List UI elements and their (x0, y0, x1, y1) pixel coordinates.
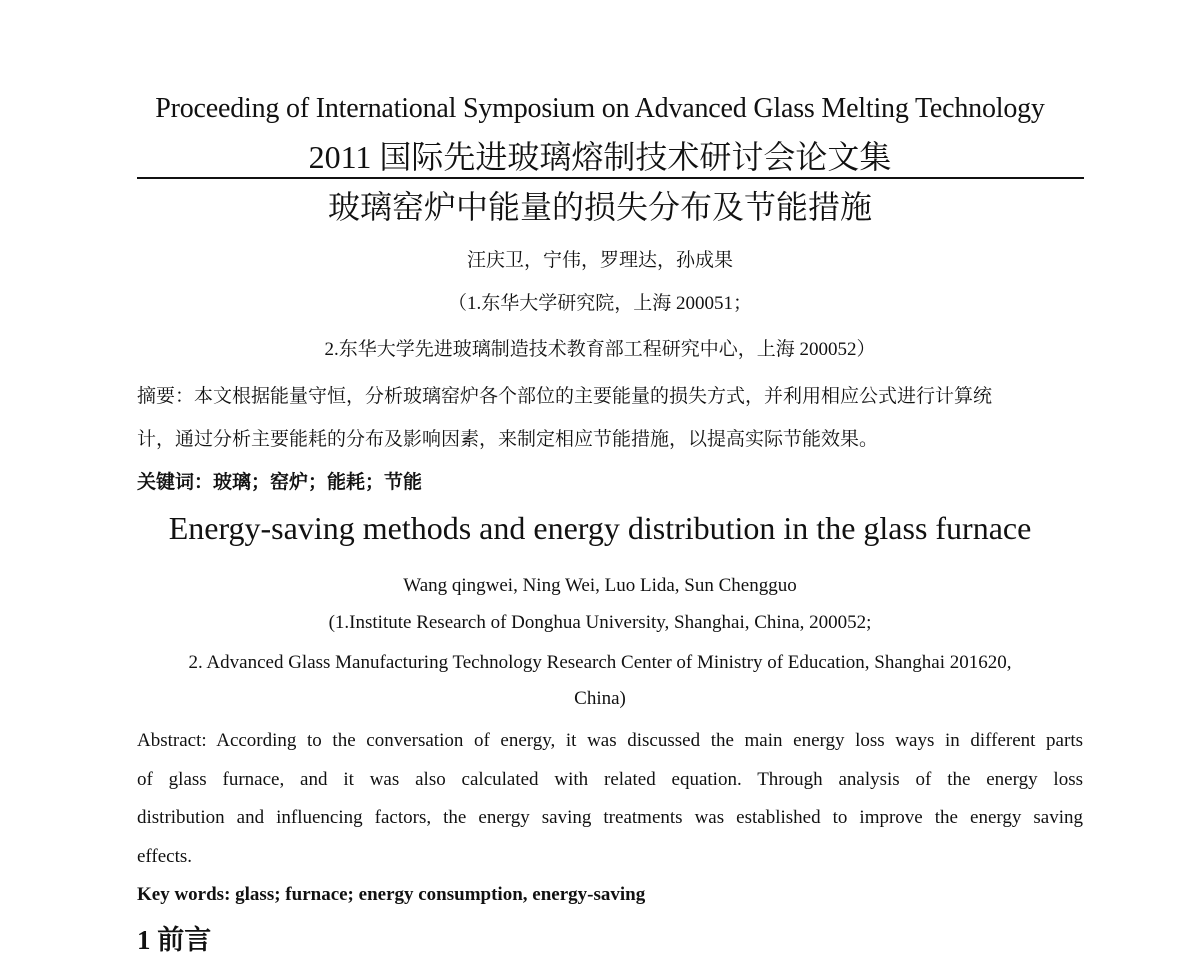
abstract-en-line: Abstract: According to the conversation of energy, it was discussed the main energy loss ways in different parts (137, 730, 1083, 751)
abstract-en-line: of glass furnace, and it was also calculated with related equation. Through analysis of the energy loss (137, 768, 1083, 790)
abstract-en (137, 722, 1083, 876)
authors-en: Wang qingwei, Ning Wei, Luo Lida, Sun Chengguo (403, 575, 797, 596)
keywords-cn: 关键词：玻璃；窑炉；能耗；节能 (137, 472, 423, 493)
abstract-cn-line: 计，通过分析主要能耗的分布及影响因素，来制定相应节能措施，以提高实际节能效果。 (137, 429, 879, 450)
header-divider (137, 177, 1084, 179)
abstract-en-line: distribution and influencing factors, the energy saving treatments was established to improve the energy saving (137, 807, 1083, 828)
abstract-cn-line: 摘要：本文根据能量守恒，分析玻璃窑炉各个部位的主要能量的损失方式，并利用相应公式进行计算统 (137, 386, 993, 407)
proceeding-title-en: Proceeding of International Symposium on Advanced Glass Melting Technology (155, 93, 1045, 124)
proceeding-title-cn: 2011 国际先进玻璃熔制技术研讨会论文集 (308, 139, 892, 175)
authors-cn: 汪庆卫，宁伟，罗理达，孙成果 (466, 250, 733, 271)
abstract-cn (137, 375, 1083, 461)
affiliation-en-1: (1.Institute Research of Donghua University, Shanghai, China, 200052; (328, 612, 872, 633)
abstract-en-line: effects. (137, 845, 193, 867)
section-heading: 1 前言 (137, 925, 212, 955)
paper-title-en: Energy-saving methods and energy distribution in the glass furnace (168, 510, 1032, 546)
affiliation-en-2: 2. Advanced Glass Manufacturing Technology Research Center of Ministry of Education, Shanghai 201620, (188, 652, 1012, 673)
keywords-en: Key words: glass; furnace; energy consumption, energy-saving (137, 884, 646, 905)
affiliation-cn-2: 2.东华大学先进玻璃制造技术教育部工程研究中心，上海 200052） (324, 339, 876, 360)
paper-title-cn: 玻璃窑炉中能量的损失分布及节能措施 (327, 189, 872, 225)
affiliation-cn-1: （1.东华大学研究院，上海 200051； (447, 293, 752, 314)
affiliation-en-3: China) (574, 688, 626, 709)
